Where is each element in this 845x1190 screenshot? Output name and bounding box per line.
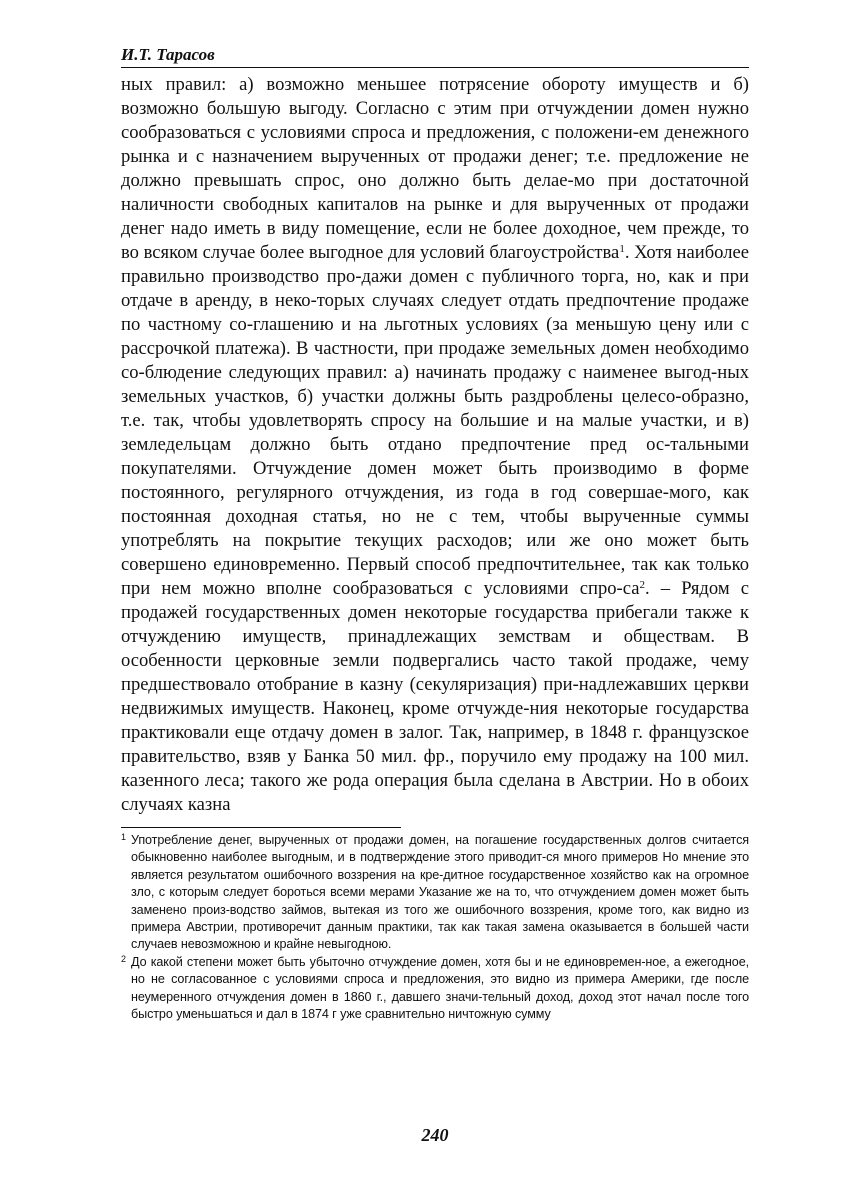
footnote-2 <box>121 954 749 1024</box>
footnote-1 <box>121 832 749 954</box>
footnote-text-1: Употребление денег, вырученных от продажи домен, на погашение государственных долгов считается обыкновенно наиболее выгодным, и в подтверждение этого приводит-ся много примеров Но мнение это является результатом ошибочного воззрения на кре-дитное государственное хозяйство как на огромное зло, с которым следует бороться всеми мерами Указание же на то, что отчуждением домен может быть заменено произ-водство займов, вытекая из того же ошибочного воззрения, кроме того, как видно из примера Австрии, противоречит данным практики, так как такая замена оказывается в большей части случаев невозможною и крайне невыгодною. <box>131 833 749 952</box>
main-text-part-1: ных правил: а) возможно меньшее потрясение обороту имуществ и б) возможно большую выгоду. Согласно с этим при отчуждении домен нужно сообразоваться с условиями спроса и предложения, с положени-ем денежного рынка и с назначением вырученных от продажи денег; т.е. предложение не должно превышать спрос, оно должно быть делае-мо при достаточной наличности свободных капиталов на рынке и для вырученных от продажи денег надо иметь в виду помещение, если не более доходное, чем прежде, то во всяком случае более выгодное для условий благоустройства <box>121 74 749 263</box>
footnote-text-2: До какой степени может быть убыточно отчуждение домен, хотя бы и не единовремен-ное, а ежегодное, но не согласованное с условиями спроса и предложения, это видно из примера Америки, где после неумеренного отчуждения домен в 1860 г., давшего значи-тельный доход, доход этот начал после того быстро уменьшаться и дал в 1874 г уже сравнительно ничтожную сумму <box>131 954 749 1022</box>
footnote-mark-1: 1 <box>121 832 126 842</box>
footnote-ref-1: 1 <box>619 243 625 255</box>
main-text <box>121 73 749 817</box>
main-text-part-3: . – Рядом с продажей государственных домен некоторые государства прибегали также к отчуждению имуществ, принадлежащих земствам и обществам. В особенности церковные земли подвергались часто такой продаже, чему предшествовало отобрание в казну (секуляризация) при-надлежавших церкви недвижимых имуществ. Наконец, кроме отчужде-ния некоторые государства практиковали еще отдачу домен в залог. Так, например, в 1848 г. французское правительство, взяв у Банка 50 мил. фр., поручило ему продажу на 100 мил. казенного леса; такого же рода операция была сделана в Австрии. Но в обоих случаях казна <box>121 578 750 815</box>
main-text-part-2: . Хотя наиболее правильно производство про-дажи домен с публичного торга, но, как и при отдаче в аренду, в неко-торых случаях следует отдать предпочтение продаже по частному со-глашению и на льготных условиях (за меньшую цену или с рассрочкой платежа). В частности, при продаже земельных домен необходимо со-блюдение следующих правил: а) начинать продажу с наименее выгод-ных земельных участков, б) участки должны быть раздроблены целесо-образно, т.е. так, чтобы удовлетворять спросу на большие и на малые участки, и в) земледельцам должно быть отдано предпочтение пред ос-тальными покупателями. Отчуждение домен может быть производимо в форме постоянного, регулярного отчуждения, из года в год совершае-мого, как постоянная доходная статья, но не с тем, чтобы вырученные суммы употреблять на покрытие текущих расходов; или же оно может быть совершено единовременно. Первый способ предпочтительнее, так как только при нем можно вполне сообразоваться с условиями спро-са <box>121 242 750 599</box>
footnote-ref-2: 2 <box>639 579 645 591</box>
book-page <box>121 44 750 1145</box>
footnote-divider <box>121 827 401 828</box>
running-head: И.Т. Тарасов <box>121 44 749 68</box>
page-number: 240 <box>421 1125 449 1145</box>
footnote-mark-2: 2 <box>121 953 126 964</box>
